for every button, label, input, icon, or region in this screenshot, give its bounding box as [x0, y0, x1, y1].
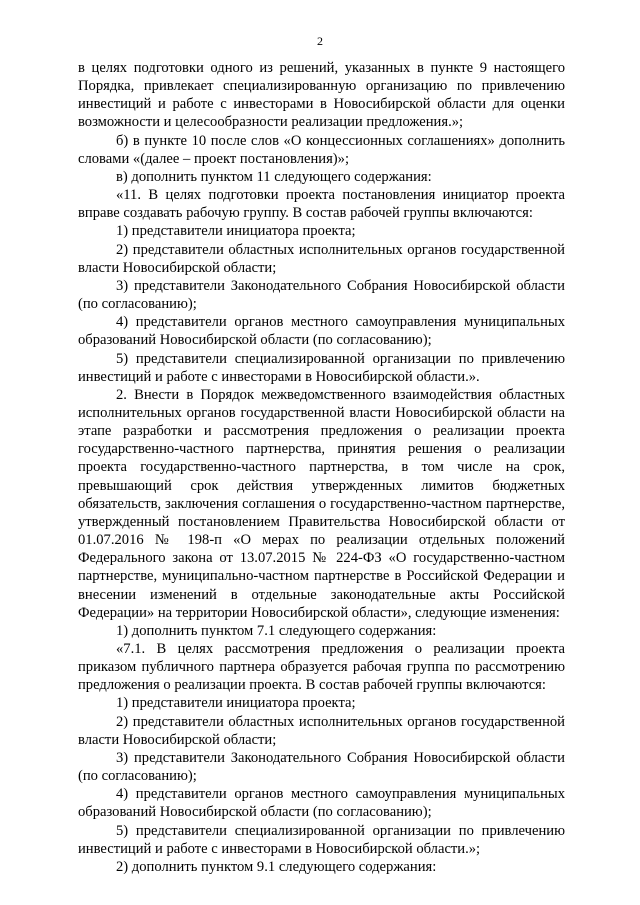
paragraph: 2. Внести в Порядок межведомственного взаимодействия областных исполнительных органов государственной власти Новосибирской области на этапе разработки и рассмотрения предложения о реализации проекта государственно-частного партнерства, принятия решения о реализации проекта государственно-частного партнерства, в том числе на срок, превышающий срок действия утвержденных лимитов бюджетных обязательств, заключения соглашения о государственно-частном партнерстве, утвержденный постановлением Правительства Новосибирской области от 01.07.2016 № 198-п «О мерах по реализации отдельных положений Федерального закона от 13.07.2015 № 224-ФЗ «О государственно-частном партнерстве, муниципально-частном партнерстве в Российской Федерации и внесении изменений в отдельные законодательные акты Российской Федерации» на территории Новосибирской области», следующие изменения:: [78, 386, 565, 621]
paragraph: б) в пункте 10 после слов «О концессионных соглашениях» дополнить словами «(далее – проект постановления)»;: [78, 132, 565, 167]
list-item: 5) представители специализированной организации по привлечению инвестиций и работе с инвесторами в Новосибирской области.»;: [78, 822, 565, 857]
paragraph: 2) дополнить пунктом 9.1 следующего содержания:: [116, 858, 437, 875]
paragraph: в) дополнить пунктом 11 следующего содержания:: [116, 168, 432, 185]
list-item: 3) представители Законодательного Собрания Новосибирской области (по согласованию);: [78, 749, 565, 785]
list-item: 2) представители областных исполнительных органов государственной власти Новосибирской области;: [78, 713, 565, 748]
page-number: 2: [317, 34, 323, 48]
paragraph: «7.1. В целях рассмотрения предложения о реализации проекта приказом публичного партнера образуется рабочая группа по рассмотрению предложения о реализации проекта. В состав рабочей группы включаются:: [78, 641, 565, 694]
list-item: 4) представители органов местного самоуправления муниципальных образований Новосибирской области (по согласованию);: [78, 314, 565, 349]
document-body: [78, 59, 565, 876]
list-item: 1) представители инициатора проекта;: [116, 223, 356, 240]
list-item: 5) представители специализированной организации по привлечению инвестиций и работе с инвесторами в Новосибирской области.».: [78, 350, 565, 385]
paragraph: «11. В целях подготовки проекта постановления инициатор проекта вправе создавать рабочую группу. В состав рабочей группы включаются:: [78, 187, 565, 222]
list-item: 3) представители Законодательного Собрания Новосибирской области (по согласованию);: [78, 277, 565, 313]
paragraph: 1) дополнить пунктом 7.1 следующего содержания:: [116, 622, 437, 639]
paragraph: в целях подготовки одного из решений, указанных в пункте 9 настоящего Порядка, привлекает специализированную организацию по привлечению инвестиций и работе с инвесторами в Новосибирской области для оценки возможности и целесообразности реализации предложения.»;: [78, 60, 565, 131]
list-item: 4) представители органов местного самоуправления муниципальных образований Новосибирской области (по согласованию);: [78, 786, 565, 821]
list-item: 2) представители областных исполнительных органов государственной власти Новосибирской области;: [78, 241, 565, 276]
list-item: 1) представители инициатора проекта;: [116, 695, 356, 712]
